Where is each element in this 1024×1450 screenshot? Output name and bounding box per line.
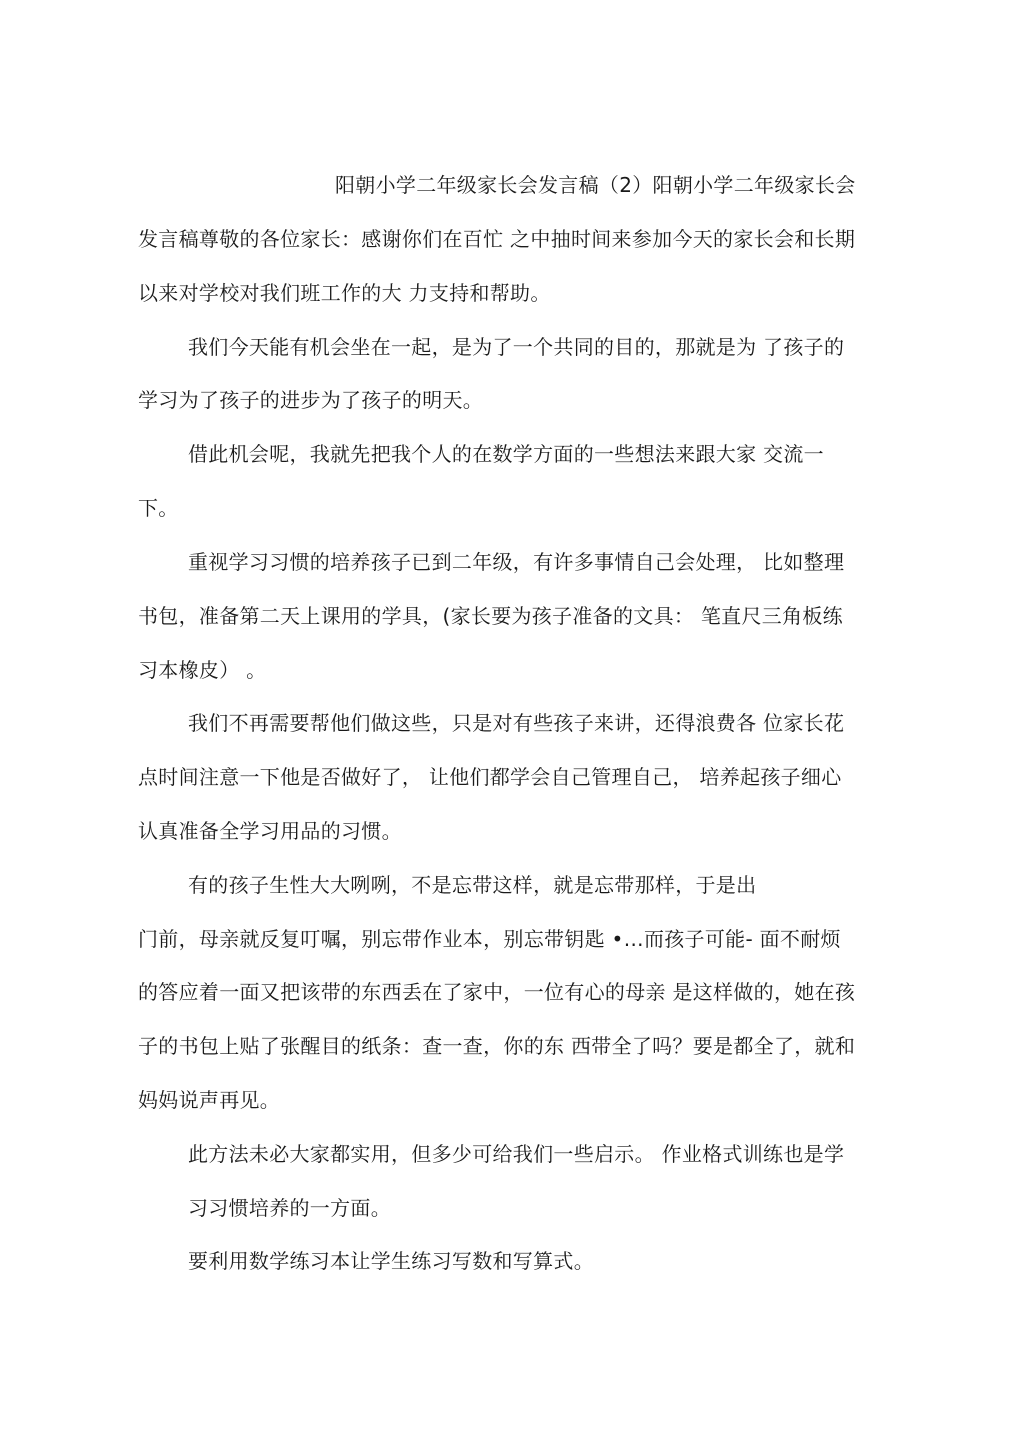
- text-line: 门前，母亲就反复叮嘱，别忘带作业本，别忘带钥匙 •…而孩子可能- 面不耐烦: [138, 927, 841, 951]
- text-line: 要利用数学练习本让学生练习写数和写算式。: [188, 1249, 594, 1273]
- text-line: 借此机会呢，我就先把我个人的在数学方面的一些想法来跟大家 交流一: [188, 442, 824, 466]
- text-line: 我们今天能有机会坐在一起，是为了一个共同的目的，那就是为 了孩子的: [188, 335, 845, 359]
- text-line: 下。: [138, 496, 179, 520]
- text-line: 以来对学校对我们班工作的大 力支持和帮助。: [138, 281, 551, 305]
- text-line: 重视学习习惯的培养孩子已到二年级，有许多事情自己会处理， 比如整理: [188, 550, 845, 574]
- text-line: 有的孩子生性大大咧咧，不是忘带这样，就是忘带那样，于是出: [188, 873, 757, 897]
- text-line: 学习为了孩子的进步为了孩子的明天。: [138, 388, 484, 412]
- text-line: 我们不再需要帮他们做这些，只是对有些孩子来讲，还得浪费各 位家长花: [188, 711, 845, 735]
- text-line: 阳朝小学二年级家长会发言稿（2）阳朝小学二年级家长会: [335, 173, 856, 197]
- text-line: 子的书包上贴了张醒目的纸条：查一查，你的东 西带全了吗？要是都全了，就和: [138, 1034, 856, 1058]
- text-line: 发言稿尊敬的各位家长：感谢你们在百忙 之中抽时间来参加今天的家长会和长期: [138, 227, 856, 251]
- text-line: 习习惯培养的一方面。: [188, 1196, 391, 1220]
- text-line: 点时间注意一下他是否做好了， 让他们都学会自己管理自己， 培养起孩子细心: [138, 765, 842, 789]
- text-line: 此方法未必大家都实用，但多少可给我们一些启示。 作业格式训练也是学: [188, 1142, 845, 1166]
- text-line: 习本橡皮） 。: [138, 658, 267, 682]
- text-line: 认真准备全学习用品的习惯。: [138, 819, 402, 843]
- text-line: 妈妈说声再见。: [138, 1088, 281, 1112]
- text-line: 书包，准备第二天上课用的学具，(家长要为孩子准备的文具： 笔直尺三角板练: [138, 604, 843, 628]
- text-line: 的答应着一面又把该带的东西丢在了家中，一位有心的母亲 是这样做的，她在孩: [138, 980, 856, 1004]
